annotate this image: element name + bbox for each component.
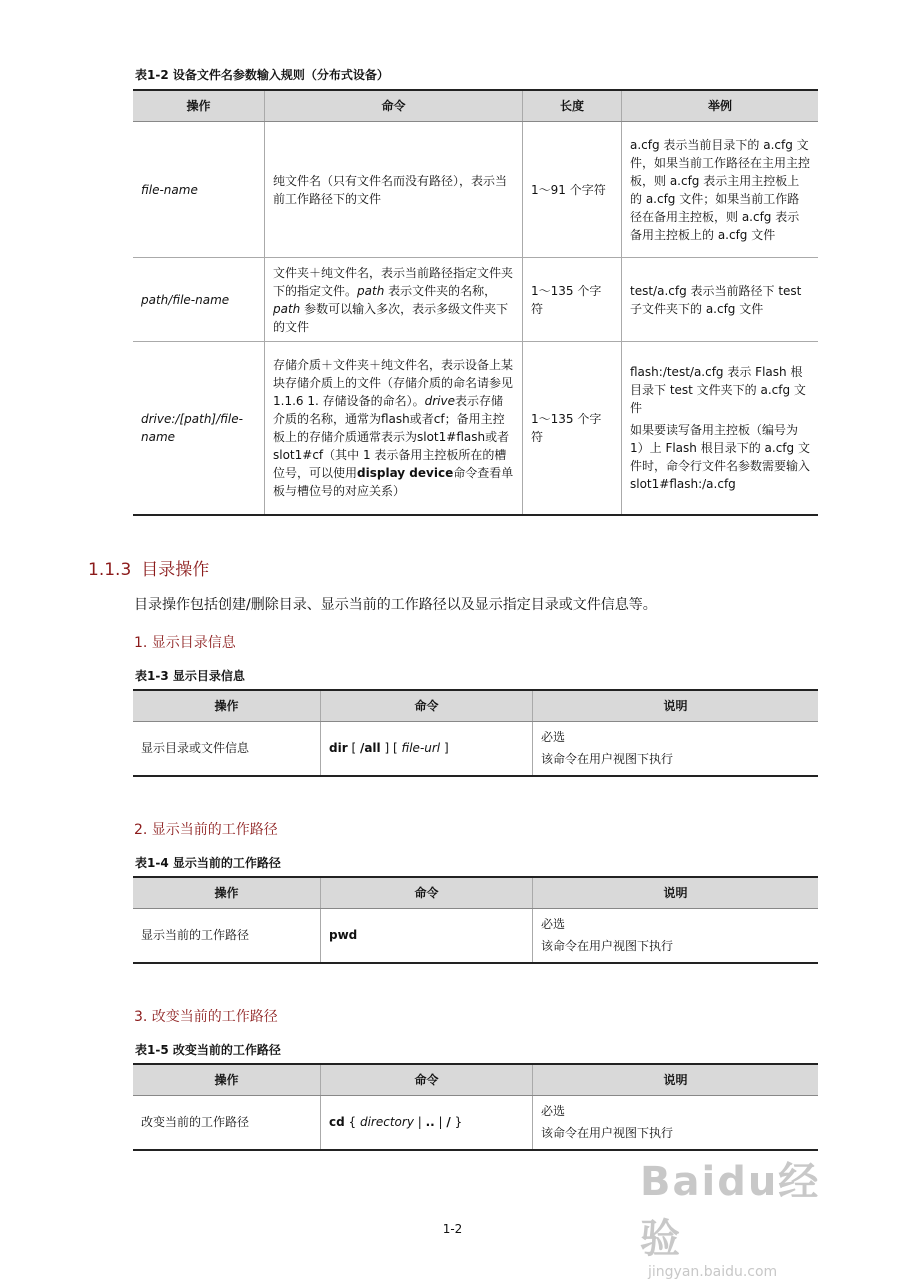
description-cell	[533, 1096, 819, 1150]
table-row	[133, 342, 818, 515]
command-punct: {	[344, 1115, 360, 1130]
command-text: 表示存储介质的名称，通常为flash或者cf；备用主控板上的存储介质通常表示为slot1#flash或者slot1#cf（其中 1 表示备用主控板所在的槽位号，可以使用	[273, 393, 510, 480]
header-operation: 操作	[133, 690, 321, 722]
command-cell	[321, 909, 533, 963]
note-view: 该命令在用户视图下执行	[541, 939, 674, 954]
table-header-row	[133, 690, 818, 722]
display-device-command: display device	[357, 465, 454, 480]
note-required: 必选	[541, 730, 566, 745]
header-operation: 操作	[133, 1064, 321, 1096]
command-punct: |	[413, 1115, 426, 1130]
header-description: 说明	[533, 690, 819, 722]
command-text: 表示文件夹的名称，	[384, 283, 497, 298]
command-punct: ]	[440, 741, 449, 756]
operation-cell: 显示当前的工作路径	[133, 909, 321, 963]
operation-cell: 改变当前的工作路径	[133, 1096, 321, 1150]
subsection-heading: 1. 显示目录信息	[134, 635, 236, 651]
example-text: 如果要读写备用主控板（编号为 1）上 Flash 根目录下的 a.cfg 文件时，命令行文件名参数需要输入 slot1#flash:/a.cfg	[630, 422, 811, 491]
command-punct: }	[450, 1115, 463, 1130]
note-view: 该命令在用户视图下执行	[541, 752, 674, 767]
description-cell	[533, 909, 819, 963]
command-punct: ] [	[380, 741, 402, 756]
command-punct: [	[347, 741, 360, 756]
command-cell	[265, 258, 523, 342]
example-text: flash:/test/a.cfg 表示 Flash 根目录下 test 文件夹下的 a.cfg 文件	[630, 364, 806, 415]
show-directory-table	[133, 689, 818, 777]
operation-cell: file-name	[133, 122, 265, 258]
table-caption: 表1-5 改变当前的工作路径	[135, 1043, 281, 1057]
section-intro: 目录操作包括创建/删除目录、显示当前的工作路径以及显示指定目录或文件信息等。	[134, 597, 657, 613]
operation-cell: path/file-name	[133, 258, 265, 342]
example-cell: a.cfg 表示当前目录下的 a.cfg 文件，如果当前工作路径在主用主控板，则 a.cfg 表示主用主控板上的 a.cfg 文件；如果当前工作路径在备用主控板，则 a.cfg 表示备用主控板上的 a.cfg 文件	[622, 122, 819, 258]
drive-param: drive	[424, 393, 455, 408]
length-cell: 1～135 个字符	[523, 258, 622, 342]
section-heading	[88, 555, 209, 580]
section-title: 目录操作	[141, 560, 210, 580]
table-header-row	[133, 90, 818, 122]
command-cell	[265, 342, 523, 515]
table-caption: 表1-3 显示目录信息	[135, 669, 245, 683]
operation-cell: drive:/[path]/file-name	[133, 342, 265, 515]
command-text: 参数可以输入多次，表示多级文件夹下的文件	[273, 301, 509, 334]
example-cell	[622, 342, 819, 515]
description-cell	[533, 722, 819, 776]
table-row	[133, 722, 818, 776]
watermark-logo: Baidu经验	[640, 1159, 821, 1262]
command-argument: directory	[359, 1115, 414, 1130]
header-command: 命令	[321, 690, 533, 722]
table-caption: 表1-4 显示当前的工作路径	[135, 856, 281, 870]
header-command: 命令	[321, 1064, 533, 1096]
example-cell: test/a.cfg 表示当前路径下 test 子文件夹下的 a.cfg 文件	[622, 258, 819, 342]
path-param: path	[273, 301, 301, 316]
header-length: 长度	[523, 90, 622, 122]
header-operation: 操作	[133, 90, 265, 122]
subsection-heading: 2. 显示当前的工作路径	[134, 822, 278, 838]
table-header-row	[133, 877, 818, 909]
show-working-path-table	[133, 876, 818, 964]
length-cell: 1～91 个字符	[523, 122, 622, 258]
command-parent-dir: ..	[425, 1115, 435, 1130]
header-command: 命令	[265, 90, 523, 122]
command-cell: 纯文件名（只有文件名而没有路径），表示当前工作路径下的文件	[265, 122, 523, 258]
note-required: 必选	[541, 917, 566, 932]
header-description: 说明	[533, 1064, 819, 1096]
path-param: path	[357, 283, 385, 298]
table-row	[133, 258, 818, 342]
subsection-heading: 3. 改变当前的工作路径	[134, 1009, 278, 1025]
table-row	[133, 1096, 818, 1150]
command-argument: file-url	[401, 741, 441, 756]
table-row	[133, 909, 818, 963]
command-text: 命令查看单板与槽位号的对应关系）	[273, 465, 514, 498]
watermark-url: jingyan.baidu.com	[648, 1264, 778, 1280]
command-keyword: dir	[329, 741, 348, 756]
command-text: 文件夹＋纯文件名，表示当前路径指定文件夹下的指定文件。	[273, 265, 514, 298]
table-caption: 表1-2 设备文件名参数输入规则（分布式设备）	[135, 68, 389, 82]
command-option: /all	[359, 741, 381, 756]
file-name-rules-table	[133, 89, 818, 516]
page-number: 1-2	[442, 1222, 463, 1236]
header-operation: 操作	[133, 877, 321, 909]
command-text: 存储介质＋文件夹＋纯文件名，表示设备上某块存储介质上的文件（存储介质的命名请参见 1.1.6 1. 存储设备的命名）。	[273, 357, 514, 408]
operation-cell: 显示目录或文件信息	[133, 722, 321, 776]
header-description: 说明	[533, 877, 819, 909]
header-example: 举例	[622, 90, 819, 122]
table-header-row	[133, 1064, 818, 1096]
note-required: 必选	[541, 1104, 566, 1119]
table-row	[133, 122, 818, 258]
command-keyword: cd	[329, 1115, 345, 1130]
command-root-dir: /	[446, 1115, 451, 1130]
command-keyword: pwd	[329, 928, 358, 943]
change-working-path-table	[133, 1063, 818, 1151]
command-punct: |	[434, 1115, 447, 1130]
command-cell	[321, 1096, 533, 1150]
command-cell	[321, 722, 533, 776]
note-view: 该命令在用户视图下执行	[541, 1126, 674, 1141]
section-number: 1.1.3	[88, 560, 132, 580]
header-command: 命令	[321, 877, 533, 909]
length-cell: 1～135 个字符	[523, 342, 622, 515]
